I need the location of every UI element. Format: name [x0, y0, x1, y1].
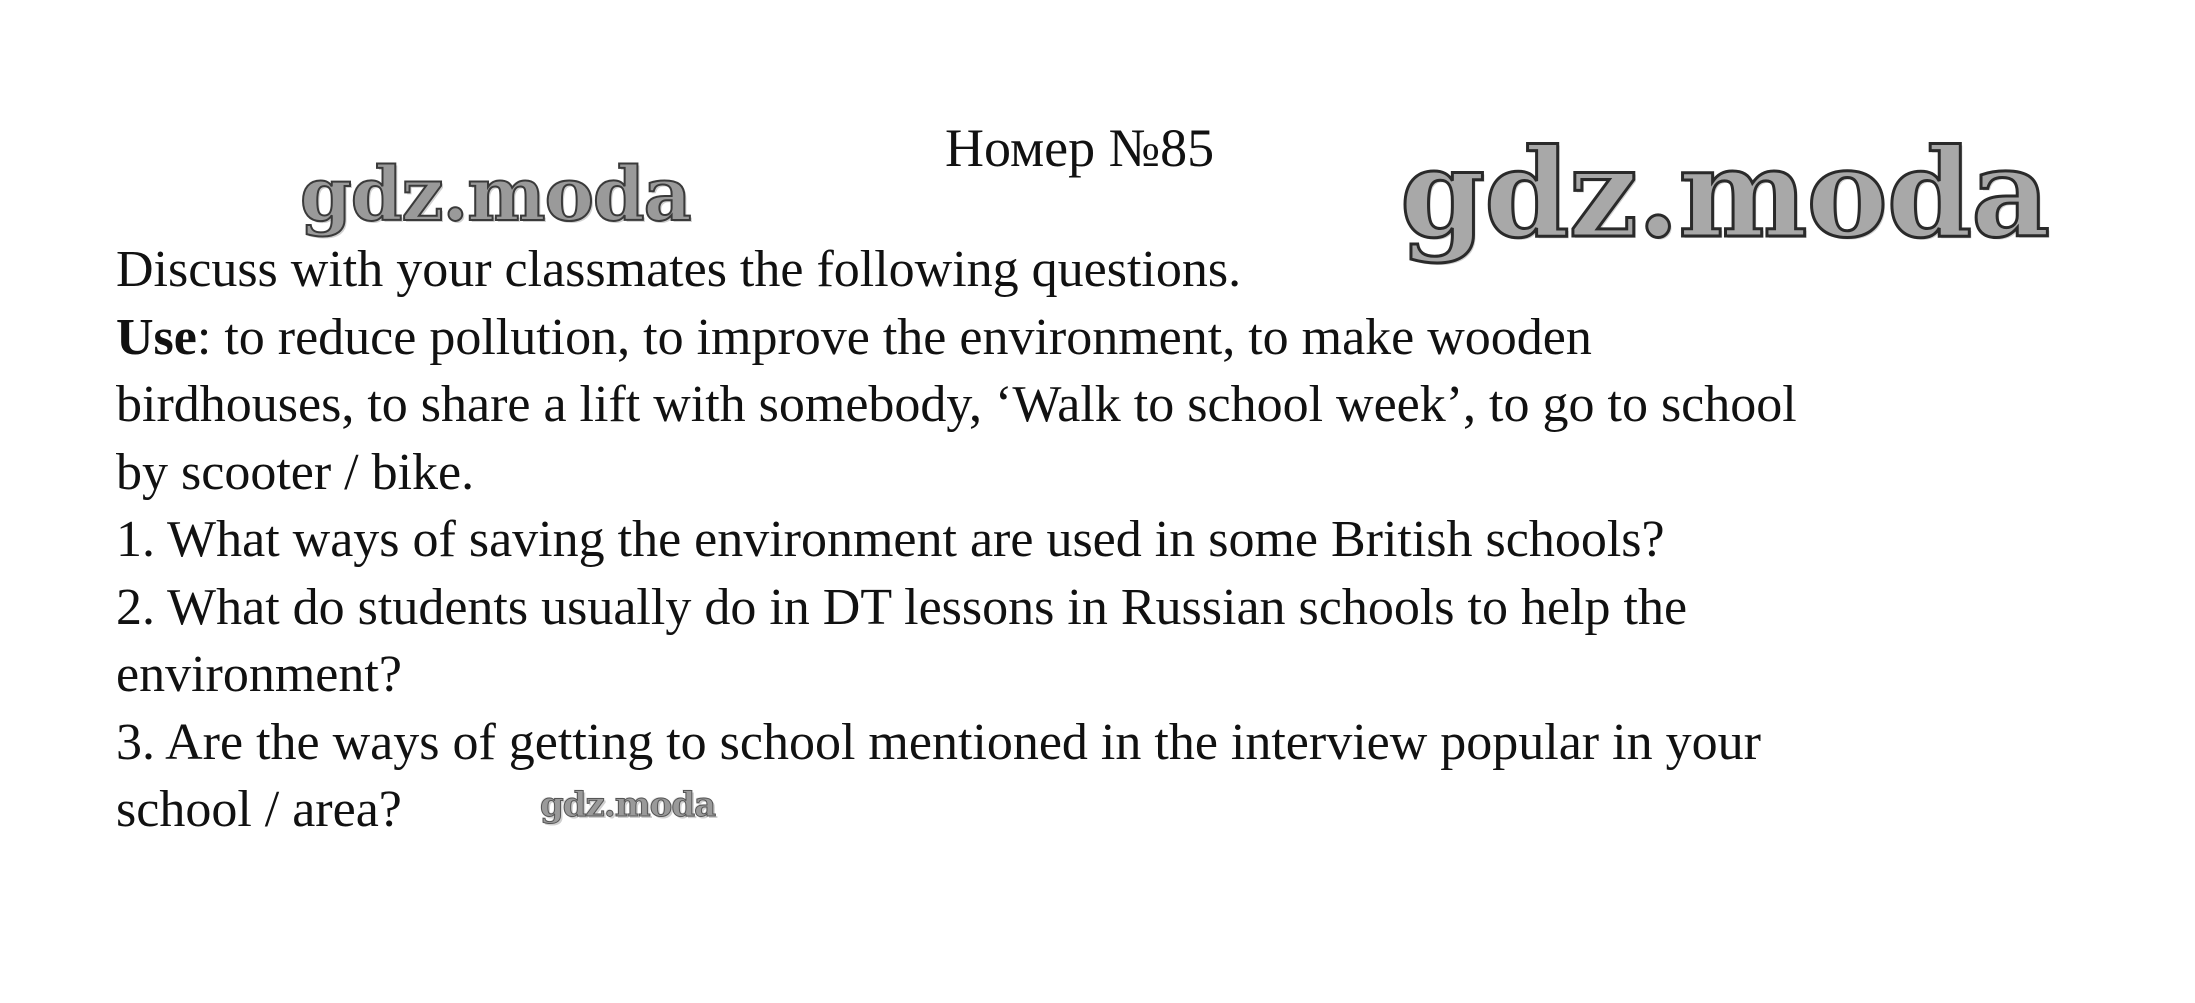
- use-line-3: by scooter / bike.: [116, 443, 475, 501]
- task-text: [116, 236, 2166, 844]
- question-2-line-2: environment?: [116, 646, 402, 703]
- use-label: Use: [116, 308, 197, 366]
- task-intro: Discuss with your classmates the following questions.: [116, 241, 1242, 298]
- question-1: 1. What ways of saving the environment are used in some British schools?: [116, 511, 1665, 568]
- question-2-line-1: 2. What do students usually do in DT lessons in Russian schools to help the: [116, 578, 1688, 636]
- page-title: Номер №85: [945, 118, 1215, 178]
- question-3-line-2: school / area?: [116, 781, 402, 838]
- use-line-2: birdhouses, to share a lift with somebody, ‘Walk to school week’, to go to school: [116, 376, 1797, 433]
- use-text-1: : to reduce pollution, to improve the environment, to make wooden: [196, 308, 1592, 366]
- use-line-1: [116, 304, 2166, 372]
- watermark-logo-left: gdz.moda: [300, 152, 691, 238]
- question-3-line-1: 3. Are the ways of getting to school mentioned in the interview popular in your: [116, 713, 1761, 771]
- watermark-logo-small: gdz.moda: [540, 785, 716, 825]
- watermark-logo-right: gdz.moda: [1400, 121, 2050, 265]
